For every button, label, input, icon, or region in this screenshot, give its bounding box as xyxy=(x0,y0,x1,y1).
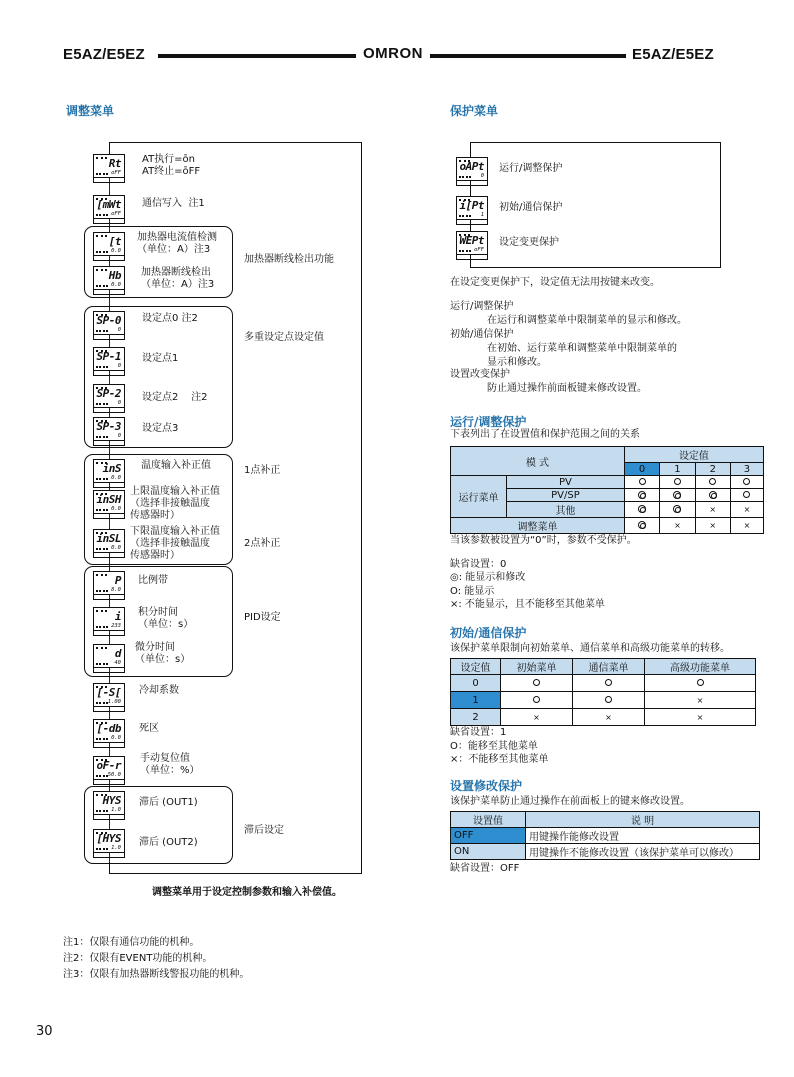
desc-init-body-1: 在初始、运行菜单和调整菜单中限制菜单的 xyxy=(487,343,677,354)
adjust-display-17 xyxy=(93,791,125,815)
row-adjust-menu: 调整菜单 xyxy=(451,518,625,534)
th-run-menu: 运行菜单 xyxy=(451,476,507,518)
group-label-1pt: 1点补正 xyxy=(244,465,281,476)
protect-menu-title: 保护菜单 xyxy=(450,104,499,118)
adjust-label-16: 手动复位值 （单位：%） xyxy=(140,753,200,776)
key-dots xyxy=(96,590,108,593)
display-bezel xyxy=(456,220,488,225)
display-bezel xyxy=(93,256,125,261)
table-cell xyxy=(645,675,756,692)
cross-icon: × xyxy=(743,521,751,530)
row-pv: PV xyxy=(507,476,625,489)
note-3: 注3：仅限有加热器断线警报功能的机种。 xyxy=(63,969,250,980)
display-bezel xyxy=(93,178,125,183)
display-value: oFF xyxy=(111,211,121,217)
table-cell xyxy=(501,692,573,709)
protect-display-0 xyxy=(456,157,488,181)
group-label-pid: PID设定 xyxy=(244,612,281,623)
display-value: 1.00 xyxy=(107,699,121,705)
adjust-display-4 xyxy=(93,311,125,335)
table-cell xyxy=(730,502,763,518)
table-cell xyxy=(573,675,645,692)
table-cell xyxy=(695,489,730,502)
adjust-label-14: 冷却系数 xyxy=(139,685,179,696)
display-code: SP-0 xyxy=(96,314,121,327)
table-cell xyxy=(501,709,573,726)
key-dots xyxy=(96,436,108,439)
display-code: SP-2 xyxy=(96,387,121,400)
setting-change-table xyxy=(450,811,760,860)
protect-loop-bottom xyxy=(470,267,721,268)
desc-set-head: 设置改变保护 xyxy=(450,369,510,380)
display-value: 8.0 xyxy=(111,587,121,593)
display-code: HYS xyxy=(102,794,121,807)
key-dots xyxy=(96,848,108,851)
cross-icon: × xyxy=(743,505,751,514)
adjust-label-18: 滞后 (OUT2) xyxy=(139,837,198,848)
run-adjust-default: 缺省设置：0 xyxy=(450,559,507,570)
adjust-display-10 xyxy=(93,529,125,553)
key-dots xyxy=(459,215,471,218)
table-cell xyxy=(573,709,645,726)
protect-label-1: 初始/通信保护 xyxy=(499,202,563,213)
adjust-label-8: 温度输入补正值 xyxy=(141,460,211,471)
key-dots xyxy=(96,478,108,481)
key-dots xyxy=(96,366,108,369)
adjust-label-12: 积分时间 （单位：s） xyxy=(138,607,194,630)
page-number: 30 xyxy=(36,1024,53,1039)
adjust-label-7: 设定点3 xyxy=(142,423,179,434)
protect-label-2: 设定变更保护 xyxy=(499,237,559,248)
key-dots xyxy=(96,214,108,217)
th-col-1: 1 xyxy=(660,463,695,476)
table-cell xyxy=(660,489,695,502)
init-comm-table xyxy=(450,658,756,726)
adjust-label-1: 通信写入 注1 xyxy=(142,198,205,209)
init-legend-ok: O：能移至其他菜单 xyxy=(450,741,538,752)
group-label-2pt: 2点补正 xyxy=(244,538,281,549)
loop-line-top xyxy=(109,142,362,143)
desc-set-body: 防止通过操作前面板键来修改设置。 xyxy=(487,383,647,394)
key-dots xyxy=(96,810,108,813)
th-setting-value: 设定值 xyxy=(451,659,501,675)
table-cell xyxy=(624,502,659,518)
key-dots xyxy=(96,251,108,254)
key-dots xyxy=(96,702,108,705)
display-value: 50.0 xyxy=(107,772,121,778)
set-row-on-desc: 用键操作不能修改设置（该保护菜单可以修改） xyxy=(526,844,760,860)
adjust-display-6 xyxy=(93,384,125,408)
group-label-hysteresis: 滞后设定 xyxy=(244,825,284,836)
double-circle-icon xyxy=(709,491,717,499)
loop-line-bottom xyxy=(109,873,362,874)
adjust-display-12 xyxy=(93,607,125,631)
adjust-display-15 xyxy=(93,719,125,743)
display-code: P xyxy=(114,574,121,587)
setting-change-intro: 该保护菜单防止通过操作在前面板上的键来修改设置。 xyxy=(450,796,690,807)
cross-icon: × xyxy=(605,712,612,722)
display-bezel xyxy=(93,483,125,488)
key-dots xyxy=(96,663,108,666)
circle-icon xyxy=(709,478,716,485)
display-bezel xyxy=(93,290,125,295)
legend-display-modify: ◎: 能显示和修改 xyxy=(450,572,526,583)
adjust-menu-title: 调整菜单 xyxy=(66,104,115,118)
protect-note: 在设定变更保护下，设定值无法用按键来改变。 xyxy=(450,277,660,288)
table-cell xyxy=(645,709,756,726)
double-circle-icon xyxy=(673,505,681,513)
display-code: [HYS xyxy=(96,832,121,845)
group-label-heater: 加热器断线检出功能 xyxy=(244,254,334,265)
adjust-label-4: 设定点0 注2 xyxy=(142,313,198,324)
display-code: Hb xyxy=(108,269,121,282)
display-code: [t xyxy=(108,235,121,248)
key-dots xyxy=(96,330,108,333)
desc-run-head: 运行/调整保护 xyxy=(450,301,514,312)
init-comm-title: 初始/通信保护 xyxy=(450,626,527,640)
display-value: 233 xyxy=(111,623,121,629)
adjust-label-2: 加热器电流值检测 （单位：A）注3 xyxy=(137,232,217,255)
th-init-menu: 初始菜单 xyxy=(501,659,573,675)
adjust-label-9: 上限温度输入补正值 （选择非接触温度 传感器时） xyxy=(130,486,220,521)
display-value: 1 xyxy=(480,212,484,218)
protect-label-0: 运行/调整保护 xyxy=(499,163,563,174)
adjust-label-0: AT执行=ōn AT终止=ōFF xyxy=(142,154,201,177)
status-dots xyxy=(96,235,107,237)
protect-display-2 xyxy=(456,231,488,255)
th-col-0: 0 xyxy=(624,463,659,476)
display-value: 0.0 xyxy=(111,248,121,254)
desc-run-body: 在运行和调整菜单中限制菜单的显示和修改。 xyxy=(487,315,687,326)
group-label-multi-sp: 多重设定点设定值 xyxy=(244,332,324,343)
th-setting: 设定值 xyxy=(624,447,763,463)
display-bezel xyxy=(93,408,125,413)
adjust-display-0 xyxy=(93,154,125,178)
init-row-2: 2 xyxy=(451,709,501,726)
display-code: oAPt xyxy=(459,160,484,173)
display-value: 1.0 xyxy=(111,845,121,851)
key-dots xyxy=(96,626,108,629)
cross-icon: × xyxy=(533,712,540,722)
circle-icon xyxy=(533,696,540,703)
double-circle-icon xyxy=(638,505,646,513)
display-bezel xyxy=(93,668,125,673)
key-dots xyxy=(96,775,108,778)
init-row-1: 1 xyxy=(451,692,501,709)
table-cell xyxy=(645,692,756,709)
circle-icon xyxy=(533,679,540,686)
display-bezel xyxy=(93,371,125,376)
key-dots xyxy=(96,509,108,512)
adjust-label-6: 设定点2 注2 xyxy=(142,392,208,403)
display-value: 0.0 xyxy=(111,735,121,741)
th-col-2: 2 xyxy=(695,463,730,476)
key-dots xyxy=(459,250,471,253)
display-value: oFF xyxy=(474,247,484,253)
display-code: oF-r xyxy=(96,759,121,772)
adjust-display-14 xyxy=(93,683,125,707)
status-dots xyxy=(96,610,107,612)
display-bezel xyxy=(456,255,488,260)
adjust-label-3: 加热器断线检出 （单位：A）注3 xyxy=(141,267,215,290)
display-code: inSL xyxy=(96,532,121,545)
status-dots xyxy=(96,574,107,576)
display-code: inSH xyxy=(96,493,121,506)
display-bezel xyxy=(93,631,125,636)
display-value: 0.0 xyxy=(111,475,121,481)
set-row-off-desc: 用键操作能修改设置 xyxy=(526,828,760,844)
circle-icon xyxy=(743,478,750,485)
loop-line-right xyxy=(361,142,362,874)
display-code: SP-1 xyxy=(96,350,121,363)
display-code: [-S[ xyxy=(96,686,121,699)
display-value: 0.0 xyxy=(111,282,121,288)
table-cell xyxy=(695,518,730,534)
key-dots xyxy=(459,176,471,179)
table-cell xyxy=(573,692,645,709)
run-adjust-table xyxy=(450,446,764,534)
cross-icon: × xyxy=(674,521,681,530)
display-value: 0 xyxy=(117,327,121,333)
adjust-display-18 xyxy=(93,829,125,853)
double-circle-icon xyxy=(673,491,681,499)
th-mode: 模 式 xyxy=(451,447,625,476)
init-row-0: 0 xyxy=(451,675,501,692)
setting-change-default: 缺省设置：OFF xyxy=(450,863,520,874)
display-value: 0 xyxy=(117,400,121,406)
table-cell xyxy=(730,518,763,534)
key-dots xyxy=(96,403,108,406)
circle-icon xyxy=(674,478,681,485)
adjust-display-16 xyxy=(93,756,125,780)
display-bezel xyxy=(93,743,125,748)
adjust-label-10: 下限温度输入补正值 （选择非接触温度 传感器时） xyxy=(130,526,220,561)
display-value: 0.0 xyxy=(111,506,121,512)
key-dots xyxy=(96,173,108,176)
protect-display-1 xyxy=(456,196,488,220)
circle-icon xyxy=(605,679,612,686)
display-code: d xyxy=(114,647,121,660)
table-cell xyxy=(660,518,695,534)
circle-icon xyxy=(639,478,646,485)
display-code: Rt xyxy=(108,157,121,170)
th-description: 说 明 xyxy=(526,812,760,828)
run-adjust-title: 运行/调整保护 xyxy=(450,415,527,429)
display-bezel xyxy=(93,707,125,712)
legend-none: ×: 不能显示，且不能移至其他菜单 xyxy=(450,599,605,610)
adjust-display-9 xyxy=(93,490,125,514)
adjust-display-1 xyxy=(93,195,125,219)
omron-logo: OMRON xyxy=(363,45,423,62)
display-bezel xyxy=(93,780,125,785)
legend-display: O: 能显示 xyxy=(450,586,495,597)
table-cell xyxy=(695,502,730,518)
status-dots xyxy=(96,647,107,649)
row-other: 其他 xyxy=(507,502,625,518)
cross-icon: × xyxy=(696,695,704,705)
adjust-display-5 xyxy=(93,347,125,371)
display-bezel xyxy=(93,853,125,858)
init-comm-intro: 该保护菜单限制向初始菜单、通信菜单和高级功能菜单的转移。 xyxy=(450,643,730,654)
double-circle-icon xyxy=(638,491,646,499)
display-code: [mWt xyxy=(96,198,121,211)
cross-icon: × xyxy=(696,712,704,722)
run-adjust-intro: 下表列出了在设置值和保护范围之间的关系 xyxy=(450,429,640,440)
adjust-display-8 xyxy=(93,459,125,483)
display-code: i xyxy=(114,610,121,623)
table-cell xyxy=(501,675,573,692)
circle-icon xyxy=(605,696,612,703)
display-bezel xyxy=(93,441,125,446)
init-comm-default: 缺省设置：1 xyxy=(450,727,507,738)
adjust-display-13 xyxy=(93,644,125,668)
th-advanced-menu: 高级功能菜单 xyxy=(645,659,756,675)
note-1: 注1：仅限有通信功能的机种。 xyxy=(63,937,200,948)
run-adjust-note: 当该参数被设置为“0”时，参数不受保护。 xyxy=(450,535,637,546)
display-value: 0 xyxy=(117,363,121,369)
desc-init-head: 初始/通信保护 xyxy=(450,329,514,340)
display-value: oFF xyxy=(111,170,121,176)
adjust-label-15: 死区 xyxy=(139,723,159,734)
table-cell xyxy=(660,476,695,489)
table-cell xyxy=(624,476,659,489)
adjust-label-11: 比例带 xyxy=(138,575,168,586)
display-value: 0 xyxy=(480,173,484,179)
adjust-label-17: 滞后 (OUT1) xyxy=(139,797,198,808)
display-value: 1.0 xyxy=(111,807,121,813)
display-bezel xyxy=(93,335,125,340)
th-comm-menu: 通信菜单 xyxy=(573,659,645,675)
display-code: SP-3 xyxy=(96,420,121,433)
display-bezel xyxy=(456,181,488,186)
desc-init-body-2: 显示和修改。 xyxy=(487,357,547,368)
status-dots xyxy=(96,157,107,159)
display-bezel xyxy=(93,219,125,224)
header-model-left: E5AZ/E5EZ xyxy=(63,46,145,63)
table-cell xyxy=(730,489,763,502)
display-bezel xyxy=(93,514,125,519)
display-value: 0 xyxy=(117,433,121,439)
init-legend-no: ×：不能移至其他菜单 xyxy=(450,754,549,765)
cross-icon: × xyxy=(709,521,717,530)
display-code: WEPt xyxy=(459,234,484,247)
th-set-value: 设置值 xyxy=(451,812,526,828)
cross-icon: × xyxy=(709,505,717,514)
adjust-display-11 xyxy=(93,571,125,595)
th-col-3: 3 xyxy=(730,463,763,476)
setting-change-title: 设置修改保护 xyxy=(450,779,523,793)
key-dots xyxy=(96,738,108,741)
key-dots xyxy=(96,548,108,551)
header-rule-right xyxy=(430,54,626,58)
display-value: 0.0 xyxy=(111,545,121,551)
circle-icon xyxy=(743,491,750,498)
note-2: 注2：仅限有EVENT功能的机种。 xyxy=(63,953,213,964)
display-code: inS xyxy=(102,462,121,475)
display-bezel xyxy=(93,553,125,558)
table-cell xyxy=(730,476,763,489)
adjust-label-5: 设定点1 xyxy=(142,353,179,364)
table-cell xyxy=(624,489,659,502)
display-bezel xyxy=(93,595,125,600)
key-dots xyxy=(96,285,108,288)
table-cell xyxy=(624,518,659,534)
display-value: 40 xyxy=(114,660,121,666)
set-row-off: OFF xyxy=(451,828,526,844)
table-cell xyxy=(660,502,695,518)
adjust-menu-caption: 调整菜单用于设定控制参数和输入补偿值。 xyxy=(152,887,342,898)
adjust-display-7 xyxy=(93,417,125,441)
row-pvsp: PV/SP xyxy=(507,489,625,502)
circle-icon xyxy=(697,679,704,686)
display-code: i[Pt xyxy=(459,199,484,212)
adjust-display-3 xyxy=(93,266,125,290)
protect-loop-right xyxy=(720,142,721,268)
table-cell xyxy=(695,476,730,489)
adjust-display-2 xyxy=(93,232,125,256)
display-bezel xyxy=(93,815,125,820)
header-model-right: E5AZ/E5EZ xyxy=(632,46,714,63)
protect-loop-top xyxy=(470,142,721,143)
display-code: [-db xyxy=(96,722,121,735)
header-rule-left xyxy=(158,54,356,58)
status-dots xyxy=(96,269,107,271)
double-circle-icon xyxy=(638,521,646,529)
set-row-on: ON xyxy=(451,844,526,860)
adjust-label-13: 微分时间 （单位：s） xyxy=(135,642,191,665)
